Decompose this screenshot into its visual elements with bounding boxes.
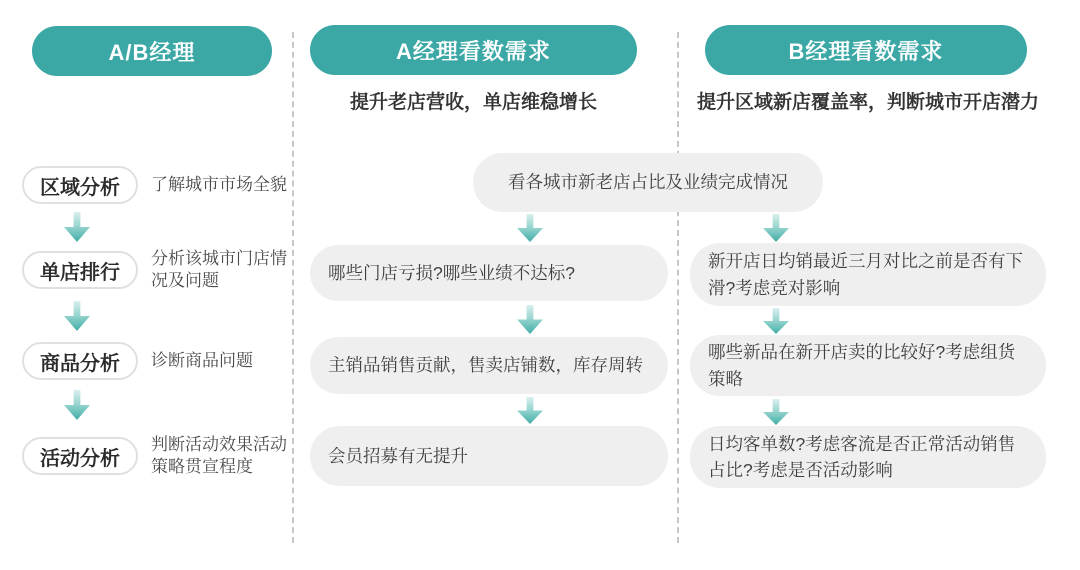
header-pill-a-manager-needs: A经理看数需求 <box>310 25 637 75</box>
step-pill-region-analysis: 区域分析 <box>22 166 138 204</box>
down-arrow-icon <box>517 305 543 334</box>
down-arrow-icon <box>517 397 543 424</box>
down-arrow-icon <box>763 308 789 334</box>
down-arrow-icon <box>64 390 90 420</box>
subtitle-a-manager-goal: 提升老店营收，单店维稳增长 <box>349 91 597 113</box>
step-activity-analysis <box>22 433 300 479</box>
step-pill-activity-analysis: 活动分析 <box>22 437 138 475</box>
step-region-analysis <box>22 167 300 203</box>
column-divider <box>677 32 679 543</box>
question-box-b-new-store-sales: 新开店日均销最近三月对比之前是否有下滑?考虑竞对影响 <box>690 243 1046 306</box>
down-arrow-icon <box>763 214 789 242</box>
header-pill-b-manager-needs: B经理看数需求 <box>705 25 1027 75</box>
step-desc-product-analysis: 诊断商品问题 <box>151 350 253 370</box>
down-arrow-icon <box>64 212 90 242</box>
question-box-b-new-products: 哪些新品在新开店卖的比较好?考虑组货策略 <box>690 335 1046 396</box>
down-arrow-icon <box>763 399 789 425</box>
step-desc-store-ranking: 分析该城市门店情况及问题 <box>151 248 287 290</box>
header-pill-ab-manager: A/B经理 <box>32 26 272 76</box>
step-product-analysis <box>22 343 300 379</box>
question-box-a-main-products: 主销品销售贡献，售卖店铺数，库存周转 <box>310 337 668 394</box>
down-arrow-icon <box>517 214 543 242</box>
down-arrow-icon <box>64 301 90 331</box>
question-box-a-member-recruit: 会员招募有无提升 <box>310 426 668 486</box>
question-box-b-daily-orders: 日均客单数?考虑客流是否正常活动销售占比?考虑是否活动影响 <box>690 426 1046 488</box>
step-pill-product-analysis: 商品分析 <box>22 342 138 380</box>
step-store-ranking <box>22 247 300 293</box>
subtitle-b-manager-goal: 提升区域新店覆盖率，判断城市开店潜力 <box>696 91 1039 113</box>
step-desc-activity-analysis: 判断活动效果活动策略贯宣程度 <box>151 434 287 476</box>
shared-question-box: 看各城市新老店占比及业绩完成情况 <box>473 153 823 212</box>
step-desc-region-analysis: 了解城市市场全貌 <box>151 174 287 194</box>
question-box-a-store-loss: 哪些门店亏损?哪些业绩不达标? <box>310 245 668 301</box>
step-pill-store-ranking: 单店排行 <box>22 251 138 289</box>
